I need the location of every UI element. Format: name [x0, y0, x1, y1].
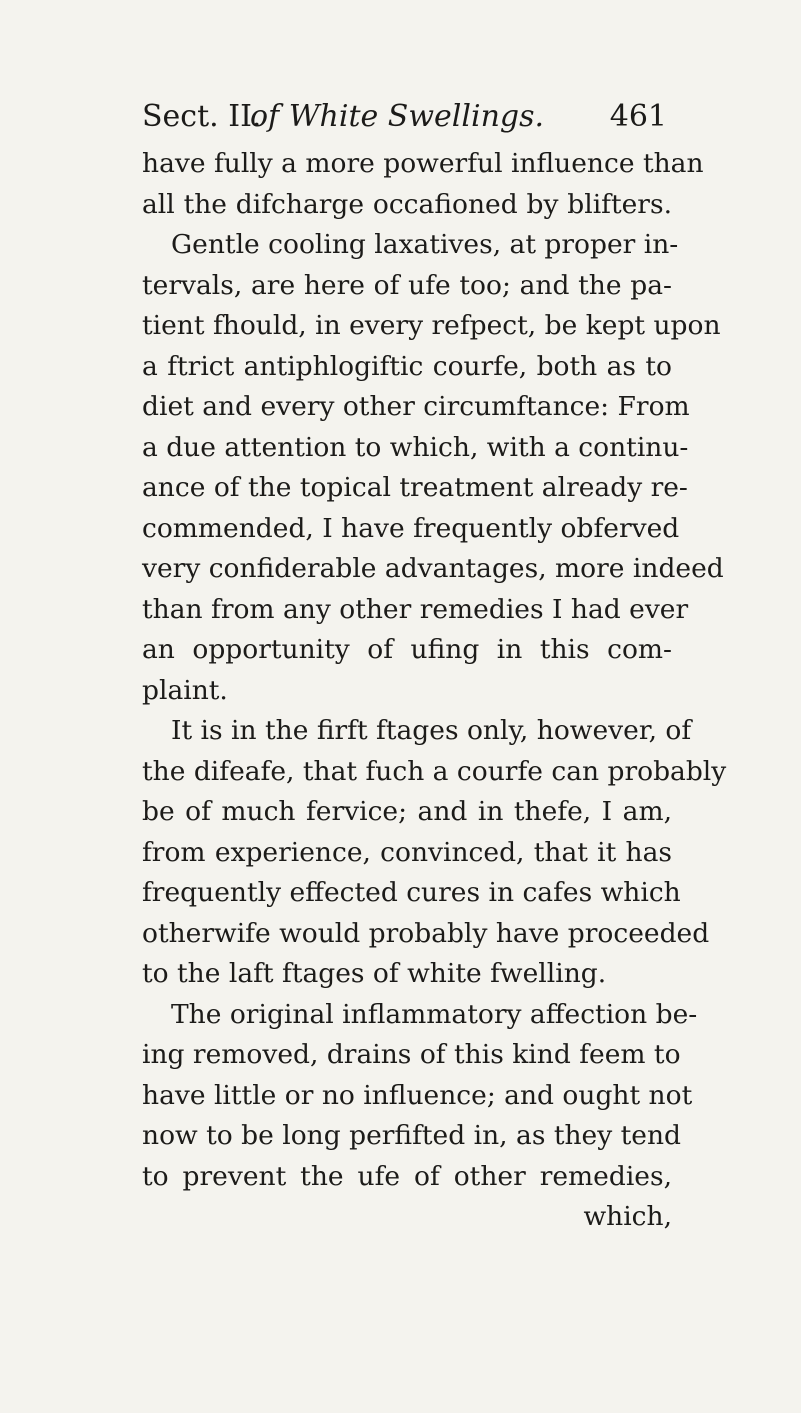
- text-line: than from any other remedies I had ever: [142, 593, 689, 625]
- paragraph-first-line: Gentle cooling laxatives, at proper in-: [171, 229, 679, 260]
- running-header: [142, 95, 667, 139]
- text-line: to prevent the ufe of other remedies,: [142, 1160, 672, 1192]
- text-line: have little or no influence; and ought not: [142, 1079, 693, 1111]
- text-line: commended, I have frequently obferved: [142, 512, 680, 544]
- text-line: a ftrict antiphlogiftic courfe, both as to: [142, 350, 672, 382]
- page-number: 461: [609, 99, 667, 134]
- text-line: the difeafe, that fuch a courfe can probably: [142, 755, 727, 787]
- running-title: of White Swellings.: [250, 99, 545, 134]
- text-line: be of much fervice; and in thefe, I am,: [142, 796, 672, 827]
- paragraph-first-line: The original inflammatory affection be-: [171, 998, 698, 1030]
- text-line: a due attention to which, with a continu-: [142, 431, 689, 463]
- text-line: an opportunity of ufing in this com-: [142, 634, 672, 665]
- text-line: from experience, convinced, that it has: [142, 836, 672, 868]
- paragraph-last-line: plaint.: [142, 674, 228, 706]
- text-line: all the difcharge occafioned by blifters.: [142, 188, 672, 220]
- text-line: ing removed, drains of this kind feem to: [142, 1039, 681, 1070]
- text-line: diet and every other circumftance: From: [142, 391, 690, 422]
- body-text: [142, 144, 727, 1238]
- text-line: very confiderable advantages, more indeed: [142, 553, 724, 584]
- text-line: ance of the topical treatment already re-: [142, 472, 688, 503]
- text-line: otherwife would probably have proceeded: [142, 917, 710, 949]
- text-line: frequently effected cures in cafes which: [142, 877, 681, 908]
- text-line: tient fhould, in every refpect, be kept upon: [142, 310, 721, 341]
- section-label: Sect. II.: [142, 99, 262, 134]
- catchword: which,: [583, 1201, 672, 1232]
- text-line: tervals, are here of ufe too; and the pa-: [142, 269, 672, 301]
- text-line: now to be long perfifted in, as they tend: [142, 1120, 681, 1151]
- text-line: have fully a more powerful influence than: [142, 148, 704, 179]
- paragraph-first-line: It is in the firft ftages only, however, of: [171, 715, 692, 746]
- paragraph-last-line: to the laft ftages of white fwelling.: [142, 958, 607, 989]
